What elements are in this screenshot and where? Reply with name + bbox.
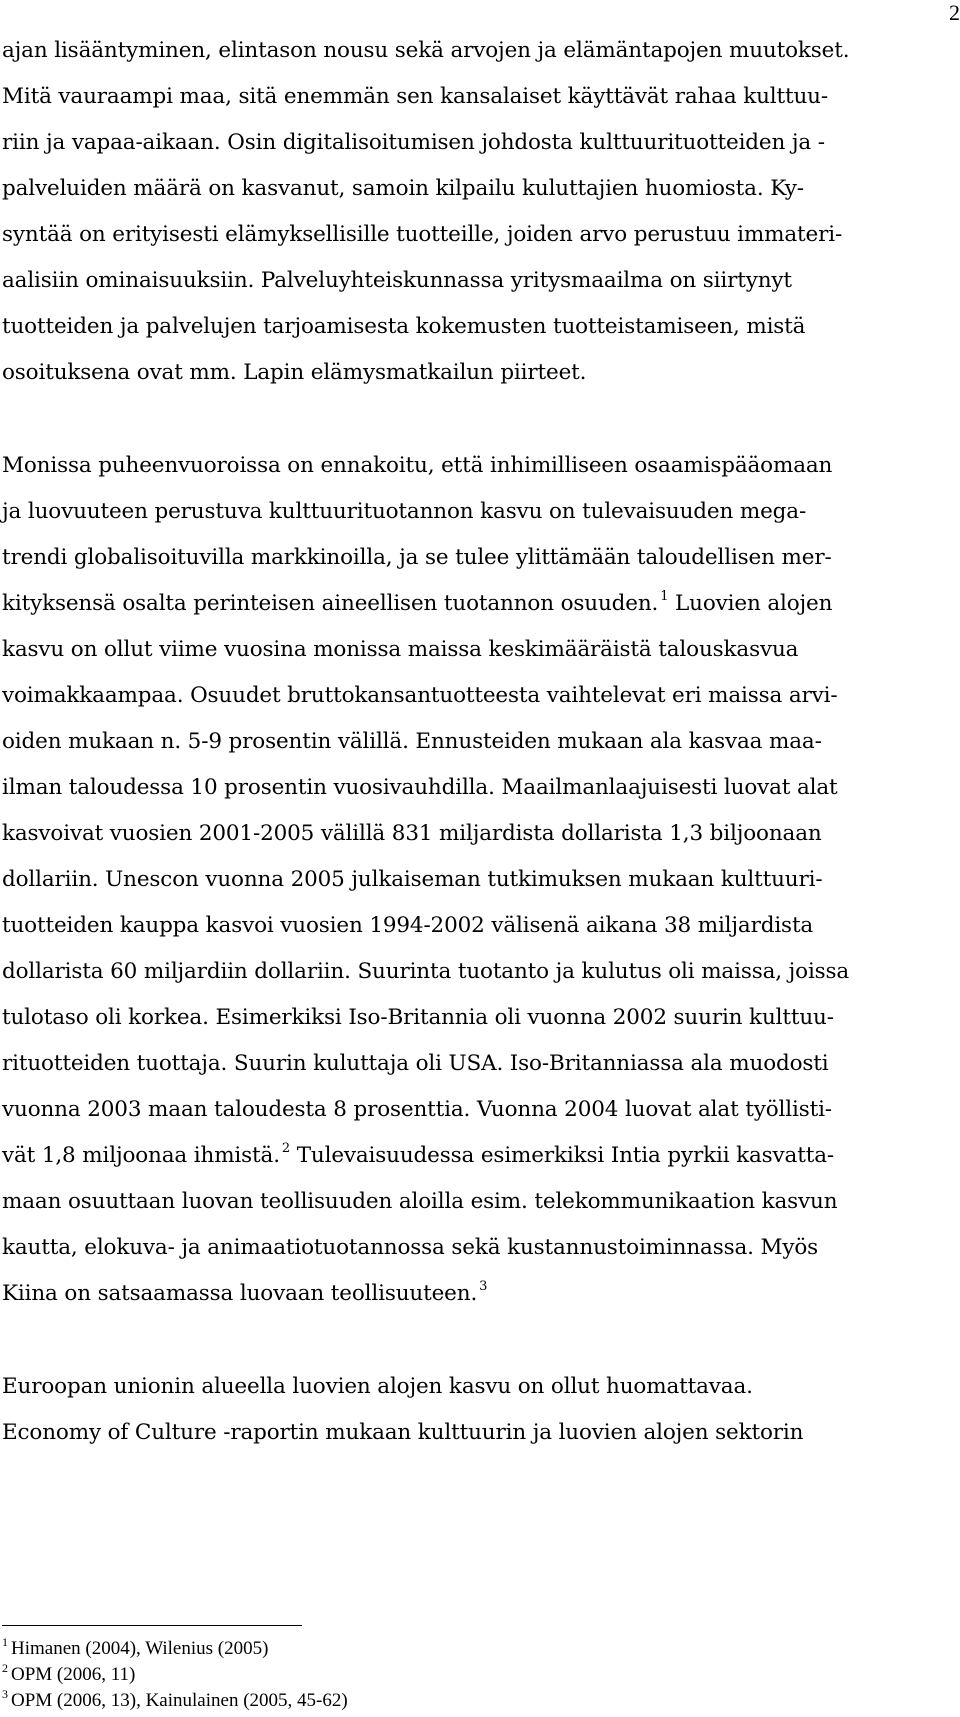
text-line: ilman taloudessa 10 prosentin vuosivauhdilla. Maailmanlaajuisesti luovat alat (2, 775, 838, 800)
text-line: oiden mukaan n. 5-9 prosentin välillä. Ennusteiden mukaan ala kasvaa maa- (2, 729, 822, 754)
text-line: maan osuuttaan luovan teollisuuden aloilla esim. telekommunikaation kasvun (2, 1189, 838, 1214)
text-line: tuotteiden kauppa kasvoi vuosien 1994-2002 välisenä aikana 38 miljardista (2, 913, 814, 938)
text-line: tuotteiden ja palvelujen tarjoamisesta kokemusten tuotteistamiseen, mistä (2, 314, 806, 339)
text-line: tulotaso oli korkea. Esimerkiksi Iso-Britannia oli vuonna 2002 suurin kulttuu- (2, 1005, 834, 1030)
text-line: ja luovuuteen perustuva kulttuurituotannon kasvu on tulevaisuuden mega- (2, 499, 807, 524)
text-line: dollarista 60 miljardiin dollariin. Suurinta tuotanto ja kulutus oli maissa, joissa (2, 959, 850, 984)
text-line: dollariin. Unescon vuonna 2005 julkaiseman tutkimuksen mukaan kulttuuri- (2, 867, 823, 892)
text-segment: Luovien alojen (668, 591, 833, 616)
footnote-text: Himanen (2004), Wilenius (2005) (11, 1638, 269, 1659)
footnote-text: OPM (2006, 13), Kainulainen (2005, 45-62) (11, 1690, 348, 1711)
page-number: 2 (949, 0, 960, 25)
text-line: osoituksena ovat mm. Lapin elämysmatkailun piirteet. (2, 360, 587, 385)
footnote-number: 2 (2, 1661, 8, 1675)
text-line: Euroopan unionin alueella luovien alojen kasvu on ollut huomattavaa. (2, 1374, 753, 1399)
text-line (2, 1143, 834, 1168)
text-line: Monissa puheenvuoroissa on ennakoitu, että inhimilliseen osaamispääomaan (2, 453, 833, 478)
footnote-reference[interactable]: 1 (660, 589, 669, 604)
text-line: voimakkaampaa. Osuudet bruttokansantuotteesta vaihtelevat eri maissa arvi- (2, 683, 838, 708)
text-line (2, 1281, 487, 1306)
text-line: palveluiden määrä on kasvanut, samoin kilpailu kuluttajien huomiosta. Ky- (2, 176, 804, 201)
text-line: rituotteiden tuottaja. Suurin kuluttaja oli USA. Iso-Britanniassa ala muodosti (2, 1051, 829, 1076)
footnote-number: 1 (2, 1635, 8, 1649)
text-line: vuonna 2003 maan taloudesta 8 prosenttia. Vuonna 2004 luovat alat työllisti- (2, 1097, 832, 1122)
text-segment: kityksensä osalta perinteisen aineellisen tuotannon osuuden. (2, 591, 659, 616)
text-line: syntää on erityisesti elämyksellisille tuotteille, joiden arvo perustuu immateri- (2, 222, 843, 247)
footnote-divider (2, 1625, 302, 1626)
footnote-number: 3 (2, 1687, 8, 1701)
text-segment: Tulevaisuudessa esimerkiksi Intia pyrkii kasvatta- (290, 1143, 834, 1168)
text-line (2, 591, 832, 616)
text-line: riin ja vapaa-aikaan. Osin digitalisoitumisen johdosta kulttuurituotteiden ja - (2, 130, 825, 155)
text-line: kautta, elokuva- ja animaatiotuotannossa sekä kustannustoiminnassa. Myös (2, 1235, 819, 1260)
text-segment: vät 1,8 miljoonaa ihmistä. (2, 1143, 280, 1168)
text-segment: Kiina on satsaamassa luovaan teollisuuteen. (2, 1281, 478, 1306)
text-line: ajan lisääntyminen, elintason nousu sekä arvojen ja elämäntapojen muutokset. (2, 38, 850, 63)
footnote-reference[interactable]: 3 (479, 1279, 488, 1294)
text-line: Economy of Culture -raportin mukaan kulttuurin ja luovien alojen sektorin (2, 1420, 804, 1445)
text-line: Mitä vauraampi maa, sitä enemmän sen kansalaiset käyttävät rahaa kulttuu- (2, 84, 828, 109)
footnote-text: OPM (2006, 11) (11, 1664, 136, 1685)
text-line: kasvu on ollut viime vuosina monissa maissa keskimääräistä talouskasvua (2, 637, 799, 662)
text-line: aalisiin ominaisuuksiin. Palveluyhteiskunnassa yritysmaailma on siirtynyt (2, 268, 792, 293)
footnote (2, 1687, 348, 1712)
text-line: kasvoivat vuosien 2001-2005 välillä 831 miljardista dollarista 1,3 biljoonaan (2, 821, 822, 846)
footnote-reference[interactable]: 2 (281, 1141, 291, 1156)
footnote (2, 1661, 136, 1686)
footnote (2, 1635, 269, 1660)
text-line: trendi globalisoituvilla markkinoilla, ja se tulee ylittämään taloudellisen mer- (2, 545, 832, 570)
